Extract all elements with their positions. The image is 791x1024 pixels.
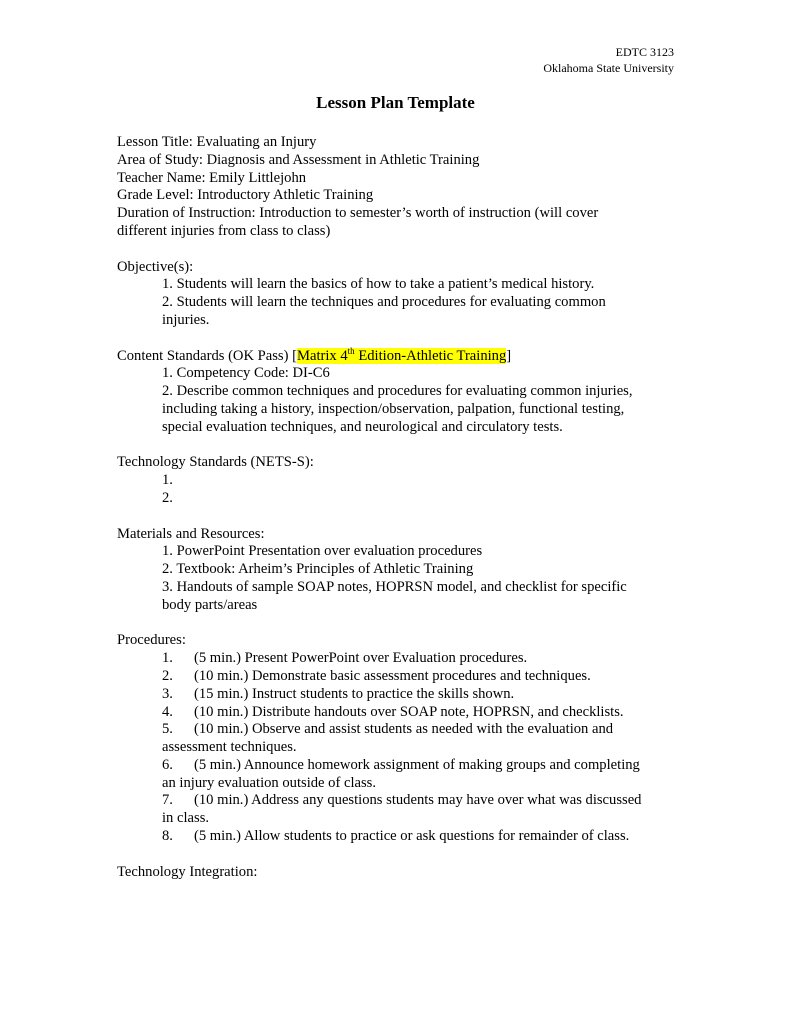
objective-item-1: 1. Students will learn the basics of how to take a patient’s medical history. (162, 276, 595, 293)
duration-line-1: Duration of Instruction: Introduction to semester’s worth of instruction (will cover (117, 205, 599, 222)
procedure-step-text: (5 min.) Announce homework assignment of making groups and completing (194, 756, 640, 773)
materials-heading: Materials and Resources: (117, 525, 265, 542)
material-item-3-cont: body parts/areas (162, 596, 258, 613)
duration-line-2: different injuries from class to class) (117, 222, 331, 239)
procedure-step-text: (5 min.) Present PowerPoint over Evaluation procedures. (194, 650, 528, 667)
procedure-step-number: 6. (162, 756, 173, 773)
technology-standards-heading: Technology Standards (NETS-S): (117, 454, 314, 471)
highlighted-standard (296, 345, 507, 364)
page-title: Lesson Plan Template (316, 93, 475, 112)
material-item-3: 3. Handouts of sample SOAP notes, HOPRSN model, and checklist for specific (162, 578, 627, 595)
procedure-step (162, 757, 677, 775)
procedure-step-number: 2. (162, 667, 173, 684)
procedure-step-number: 3. (162, 685, 173, 702)
material-item-1: 1. PowerPoint Presentation over evaluation procedures (162, 543, 483, 560)
procedure-step-number: 8. (162, 828, 173, 845)
procedure-step-number: 7. (162, 792, 173, 809)
procedure-step-number: 5. (162, 721, 173, 738)
procedure-step-cont: an injury evaluation outside of class. (162, 774, 376, 791)
procedure-step-text: (10 min.) Address any questions students may have over what was discussed (194, 792, 642, 809)
procedures-list (117, 650, 677, 846)
grade-level: Grade Level: Introductory Athletic Training (117, 187, 374, 204)
highlight-text-b: Edition-Athletic Training (354, 347, 507, 364)
technology-standard-item-2: 2. (162, 489, 173, 506)
procedure-step-cont: in class. (162, 810, 210, 827)
standard-item-2-cont-1: including taking a history, inspection/observation, palpation, functional testing, (162, 400, 625, 417)
area-of-study: Area of Study: Diagnosis and Assessment in Athletic Training (117, 151, 480, 168)
procedure-step-number: 1. (162, 650, 173, 667)
procedure-step-text: (10 min.) Demonstrate basic assessment procedures and techniques. (194, 667, 591, 684)
university-name: Oklahoma State University (543, 61, 674, 75)
highlight-text-a: Matrix 4 (296, 347, 348, 364)
procedure-step-text: (15 min.) Instruct students to practice the skills shown. (194, 685, 515, 702)
lesson-title: Lesson Title: Evaluating an Injury (117, 134, 317, 150)
procedure-step-text: (10 min.) Observe and assist students as needed with the evaluation and (194, 721, 614, 738)
course-code: EDTC 3123 (615, 45, 674, 59)
teacher-name: Teacher Name: Emily Littlejohn (117, 169, 307, 186)
technology-standard-item-1: 1. (162, 472, 173, 489)
procedure-step-text: (10 min.) Distribute handouts over SOAP note, HOPRSN, and checklists. (194, 703, 624, 720)
procedure-step-cont: assessment techniques. (162, 739, 297, 756)
material-item-2: 2. Textbook: Arheim’s Principles of Athletic Training (162, 561, 474, 578)
procedure-step (162, 704, 677, 722)
procedure-step (162, 686, 677, 704)
content-standards-prefix: Content Standards (OK Pass) [ (117, 347, 297, 364)
objectives-heading: Objective(s): (117, 258, 194, 275)
procedure-step-number: 4. (162, 703, 173, 720)
procedure-step (162, 668, 677, 686)
procedure-step (162, 792, 677, 810)
content-standards-heading (117, 345, 677, 366)
objective-item-2-cont: injuries. (162, 311, 210, 328)
document-body (117, 134, 677, 881)
content-standards-suffix: ] (506, 347, 512, 364)
procedures-heading: Procedures: (117, 632, 186, 649)
procedure-step (162, 828, 677, 846)
procedure-step (162, 721, 677, 739)
technology-integration-heading: Technology Integration: (117, 863, 258, 880)
standard-item-2-cont-2: special evaluation techniques, and neurological and circulatory tests. (162, 418, 563, 435)
procedure-step-text: (5 min.) Allow students to practice or ask questions for remainder of class. (194, 828, 630, 845)
standard-item-1: 1. Competency Code: DI-C6 (162, 365, 330, 382)
objective-item-2: 2. Students will learn the techniques and procedures for evaluating common (162, 294, 606, 311)
procedure-step (162, 650, 677, 668)
highlight-superscript: th (347, 345, 355, 356)
standard-item-2: 2. Describe common techniques and procedures for evaluating common injuries, (162, 383, 633, 400)
document-header (543, 44, 674, 76)
